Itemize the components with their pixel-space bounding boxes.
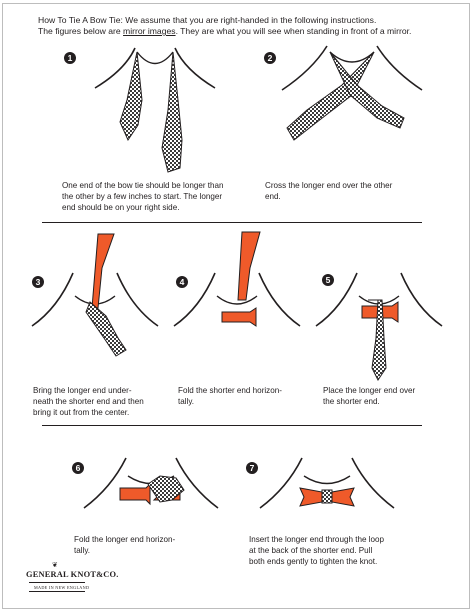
divider-2 <box>42 425 422 426</box>
intro-text <box>38 15 411 37</box>
step-1-illustration <box>80 40 230 180</box>
logo-brand: GENERAL KNOT&CO. <box>26 570 119 579</box>
step-4-illustration <box>170 228 310 338</box>
intro-line-2-before: The figures below are <box>38 26 124 36</box>
general-knot-logo <box>26 561 119 599</box>
logo-tagline: MADE IN NEW ENGLAND <box>34 585 90 590</box>
step-7-number: 7 <box>246 462 258 474</box>
step-6-illustration <box>76 446 226 526</box>
crest-icon: ❦ <box>52 562 58 569</box>
step-6-caption <box>74 535 175 557</box>
step-3-number: 3 <box>32 276 44 288</box>
logo-rule-bottom <box>29 591 85 592</box>
step-3-illustration <box>28 228 168 368</box>
step-7-caption <box>249 535 384 567</box>
logo-rule-top <box>29 582 85 583</box>
step-2-caption <box>265 181 392 203</box>
step-4-number: 4 <box>176 276 188 288</box>
intro-line-1: How To Tie A Bow Tie: We assume that you are right-handed in the following instructions. <box>38 15 377 25</box>
intro-line-2 <box>38 26 411 37</box>
step-4-caption <box>178 386 282 408</box>
mirror-images-term: mirror images <box>123 26 176 36</box>
step-5-caption-line: the shorter end. <box>323 396 380 406</box>
step-7-caption-line: both ends gently to tighten the knot. <box>249 556 378 566</box>
step-6-number: 6 <box>72 462 84 474</box>
step-1-caption <box>62 181 224 213</box>
step-2-caption-line: Cross the longer end over the other <box>265 181 393 190</box>
intro-line-2-after: . They are what you will see when standing in front of a mirror. <box>175 26 412 36</box>
step-6-caption-line: Fold the longer end horizon- <box>74 535 176 544</box>
step-3-caption-line: neath the shorter end and then <box>33 396 144 406</box>
step-1-number: 1 <box>64 52 76 64</box>
step-2-number: 2 <box>264 52 276 64</box>
step-2-caption-line: end. <box>265 191 281 201</box>
step-2-illustration <box>272 40 432 150</box>
step-5-number: 5 <box>322 274 334 286</box>
step-3-caption <box>33 386 144 418</box>
divider-1 <box>42 222 422 223</box>
step-7-caption-line: Insert the longer end through the loop <box>249 535 384 544</box>
step-1-caption-line: end should be on your right side. <box>62 202 180 212</box>
step-4-caption-line: Fold the shorter end horizon- <box>178 386 282 395</box>
step-4-caption-line: tally. <box>178 396 195 406</box>
step-3-caption-line: bring it out from the center. <box>33 407 130 417</box>
step-1-caption-line: the other by a few inches to start. The longer <box>62 191 223 201</box>
step-5-illustration <box>312 228 452 388</box>
step-7-caption-line: at the back of the shorter end. Pull <box>249 545 373 555</box>
step-1-caption-line: One end of the bow tie should be longer than <box>62 181 224 190</box>
step-7-illustration <box>252 446 402 526</box>
step-6-caption-line: tally. <box>74 545 91 555</box>
step-5-caption-line: Place the longer end over <box>323 386 416 395</box>
step-3-caption-line: Bring the longer end under- <box>33 386 132 395</box>
step-5-caption <box>323 386 415 408</box>
